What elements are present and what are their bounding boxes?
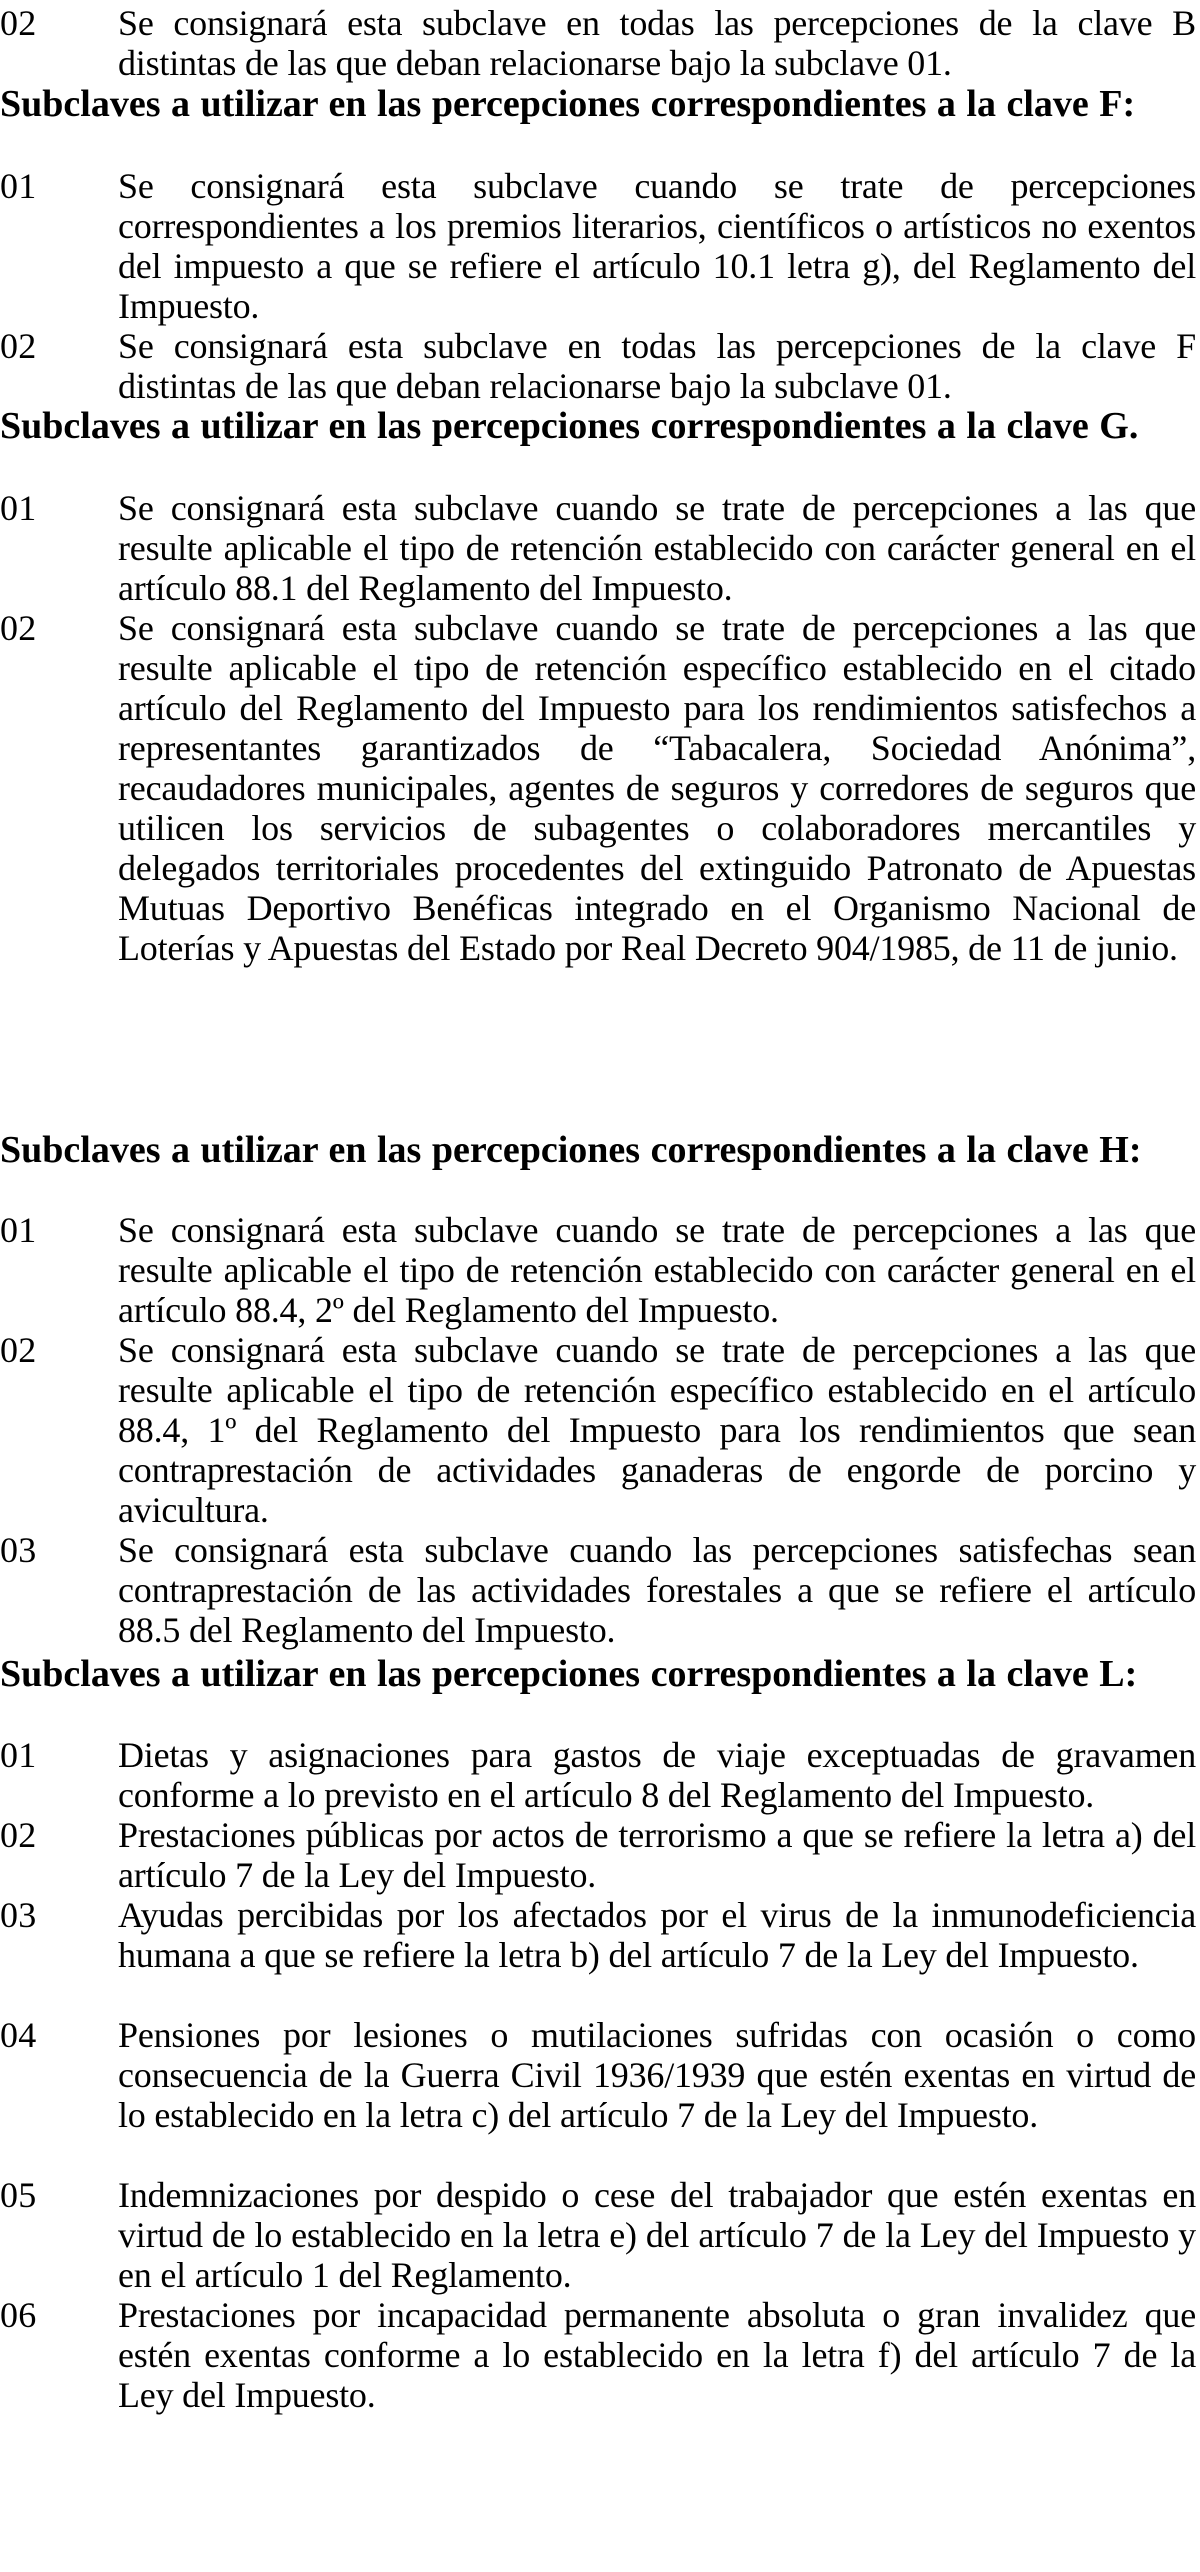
subclave-code: 02 [0,326,37,366]
subclave-description: Se consignará esta subclave en todas las percepciones de la clave F distintas de las que deban relacionarse bajo la subclave 01. [118,326,1196,406]
subclave-description: Se consignará esta subclave cuando se trate de percepciones correspondientes a los premios literarios, científicos o artísticos no exentos del impuesto a que se refiere el artículo 10.1 letra g), del Reglamento del Impuesto. [118,166,1196,326]
subclave-description: Dietas y asignaciones para gastos de viaje exceptuadas de gravamen conforme a lo previsto en el artículo 8 del Reglamento del Impuesto. [118,1735,1196,1815]
section-heading: Subclaves a utilizar en las percepciones correspondientes a la clave F: [0,83,1136,125]
subclave-description: Se consignará esta subclave cuando se trate de percepciones a las que resulte aplicable el tipo de retención establecido con carácter general en el artículo 88.1 del Reglamento del Impuesto. [118,488,1196,608]
subclave-code: 05 [0,2175,37,2215]
subclave-description: Pensiones por lesiones o mutilaciones sufridas con ocasión o como consecuencia de la Guerra Civil 1936/1939 que estén exentas en virtud de lo establecido en la letra c) del artículo 7 de la Ley del Impuesto. [118,2015,1196,2135]
subclave-code: 02 [0,1815,37,1855]
subclave-description: Se consignará esta subclave cuando se trate de percepciones a las que resulte aplicable el tipo de retención específico establecido en el artículo 88.4, 1º del Reglamento del Impuesto para los rendimientos que sean contraprestación de actividades ganaderas de engorde de porcino y avicultura. [118,1330,1196,1530]
subclave-description: Ayudas percibidas por los afectados por el virus de la inmunodeficiencia humana a que se refiere la letra b) del artículo 7 de la Ley del Impuesto. [118,1895,1196,1975]
subclave-description: Se consignará esta subclave cuando se trate de percepciones a las que resulte aplicable el tipo de retención específico establecido en el citado artículo del Reglamento del Impuesto para los rendimientos satisfechos a representantes garantizados de “Tabacalera, Sociedad Anónima”, recaudadores municipales, agentes de seguros y corredores de seguros que utilicen los servicios de subagentes o colaboradores mercantiles y delegados territoriales procedentes del extinguido Patronato de Apuestas Mutuas Deportivo Benéficas integrado en el Organismo Nacional de Loterías y Apuestas del Estado por Real Decreto 904/1985, de 11 de junio. [118,608,1196,968]
subclave-code: 01 [0,166,37,206]
subclave-code: 03 [0,1530,37,1570]
subclave-description: Se consignará esta subclave en todas las percepciones de la clave B distintas de las que deban relacionarse bajo la subclave 01. [118,3,1196,83]
section-heading: Subclaves a utilizar en las percepciones correspondientes a la clave G. [0,405,1139,447]
subclave-description: Prestaciones públicas por actos de terrorismo a que se refiere la letra a) del artículo 7 de la Ley del Impuesto. [118,1815,1196,1895]
subclave-description: Indemnizaciones por despido o cese del trabajador que estén exentas en virtud de lo establecido en la letra e) del artículo 7 de la Ley del Impuesto y en el artículo 1 del Reglamento. [118,2175,1196,2295]
subclave-code: 06 [0,2295,37,2335]
subclave-code: 04 [0,2015,37,2055]
subclave-description: Prestaciones por incapacidad permanente absoluta o gran invalidez que estén exentas conforme a lo establecido en la letra f) del artículo 7 de la Ley del Impuesto. [118,2295,1196,2415]
section-heading: Subclaves a utilizar en las percepciones correspondientes a la clave H: [0,1129,1142,1171]
subclave-description: Se consignará esta subclave cuando se trate de percepciones a las que resulte aplicable el tipo de retención establecido con carácter general en el artículo 88.4, 2º del Reglamento del Impuesto. [118,1210,1196,1330]
subclave-code: 03 [0,1895,37,1935]
section-heading: Subclaves a utilizar en las percepciones correspondientes a la clave L: [0,1653,1138,1695]
subclave-code: 01 [0,1735,37,1775]
subclave-code: 02 [0,608,37,648]
subclave-description: Se consignará esta subclave cuando las percepciones satisfechas sean contraprestación de las actividades forestales a que se refiere el artículo 88.5 del Reglamento del Impuesto. [118,1530,1196,1650]
subclave-code: 02 [0,3,37,43]
subclave-code: 02 [0,1330,37,1370]
subclave-code: 01 [0,1210,37,1250]
subclave-code: 01 [0,488,37,528]
